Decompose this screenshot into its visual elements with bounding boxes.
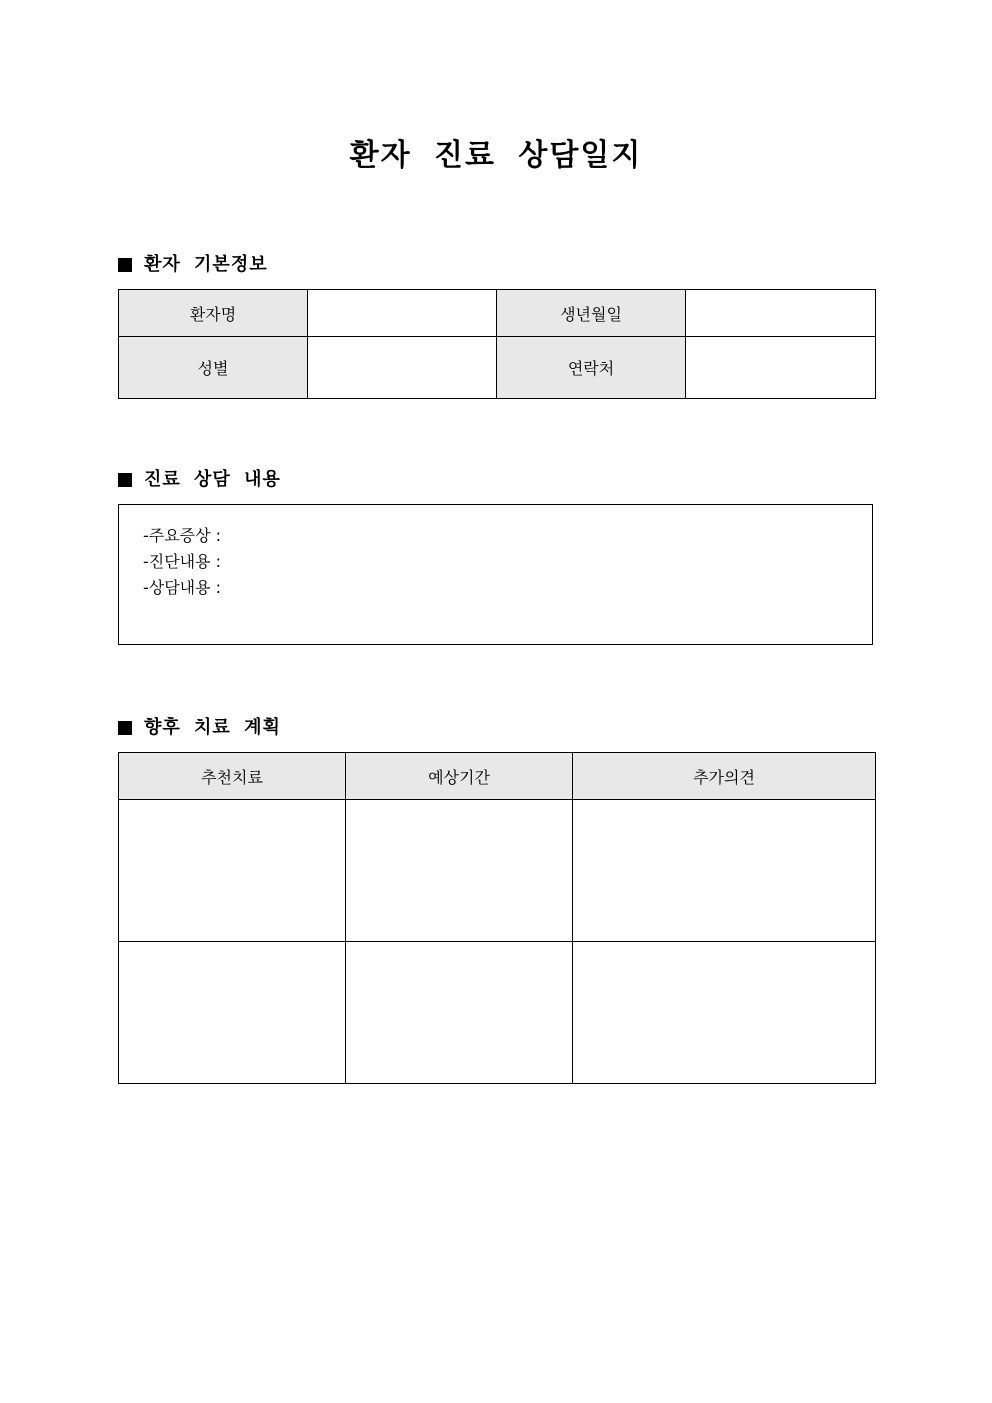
additional-opinion-header: 추가의견 xyxy=(573,753,876,800)
expected-duration-cell[interactable] xyxy=(346,942,573,1084)
square-bullet-icon xyxy=(118,473,132,487)
patient-info-table xyxy=(118,289,876,399)
recommended-treatment-cell[interactable] xyxy=(119,942,346,1084)
patient-name-field[interactable] xyxy=(308,290,497,337)
expected-duration-header: 예상기간 xyxy=(346,753,573,800)
patient-info-row xyxy=(119,290,876,337)
treatment-plan-table xyxy=(118,752,876,1084)
patient-name-label: 환자명 xyxy=(119,290,308,337)
patient-info-heading-text: 환자 기본정보 xyxy=(144,254,268,275)
treatment-plan-heading xyxy=(118,716,281,740)
document-title: 환자 진료 상담일지 xyxy=(349,138,643,173)
gender-field[interactable] xyxy=(308,337,497,399)
gender-label: 성별 xyxy=(119,337,308,399)
consultation-box[interactable] xyxy=(118,504,873,645)
main-symptoms-line: -주요증상 : xyxy=(143,526,222,545)
birth-date-label: 생년월일 xyxy=(497,290,686,337)
treatment-plan-heading-text: 향후 치료 계획 xyxy=(144,717,281,738)
expected-duration-cell[interactable] xyxy=(346,800,573,942)
consultation-detail-line: -상담내용 : xyxy=(143,578,222,597)
contact-field[interactable] xyxy=(686,337,876,399)
diagnosis-line: -진단내용 : xyxy=(143,552,222,571)
birth-date-field[interactable] xyxy=(686,290,876,337)
table-row xyxy=(119,942,876,1084)
additional-opinion-cell[interactable] xyxy=(573,942,876,1084)
additional-opinion-cell[interactable] xyxy=(573,800,876,942)
treatment-plan-header-row xyxy=(119,753,876,800)
patient-info-row xyxy=(119,337,876,399)
square-bullet-icon xyxy=(118,721,132,735)
table-row xyxy=(119,800,876,942)
consultation-heading-text: 진료 상담 내용 xyxy=(144,469,281,490)
consultation-heading xyxy=(118,468,281,492)
recommended-treatment-header: 추천치료 xyxy=(119,753,346,800)
recommended-treatment-cell[interactable] xyxy=(119,800,346,942)
contact-label: 연락처 xyxy=(497,337,686,399)
patient-info-heading xyxy=(118,253,268,277)
square-bullet-icon xyxy=(118,258,132,272)
